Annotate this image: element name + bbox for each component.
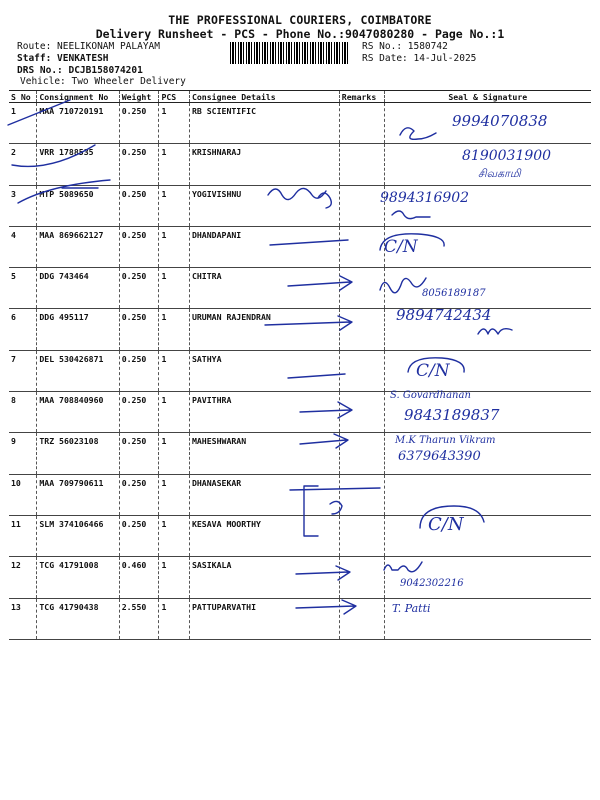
cell-signature bbox=[384, 350, 591, 391]
cell-consignment: MAA 708840960 bbox=[37, 392, 119, 433]
cell-sno: 5 bbox=[9, 268, 37, 309]
cell-signature bbox=[384, 309, 591, 350]
cell-remarks bbox=[339, 350, 384, 391]
cell-pcs: 1 bbox=[159, 392, 189, 433]
rs-number: RS No.: 1580742 bbox=[362, 41, 448, 52]
cell-consignment: TRZ 56023108 bbox=[37, 433, 119, 474]
cell-weight: 0.460 bbox=[119, 557, 159, 598]
cell-signature bbox=[384, 226, 591, 267]
col-header-consignment: Consignment No bbox=[37, 91, 119, 103]
cell-pcs: 1 bbox=[159, 515, 189, 556]
cell-weight: 0.250 bbox=[119, 268, 159, 309]
cell-signature bbox=[384, 392, 591, 433]
cell-signature bbox=[384, 433, 591, 474]
cell-remarks bbox=[339, 598, 384, 639]
ink-phone-row6: 9894742434 bbox=[396, 306, 492, 324]
cell-pcs: 1 bbox=[159, 433, 189, 474]
route-label: Route: NEELIKONAM PALAYAM bbox=[17, 41, 160, 52]
cell-consignment: MTP 5089650 bbox=[37, 185, 119, 226]
table-row bbox=[9, 557, 591, 598]
cell-signature bbox=[384, 474, 591, 515]
cell-consignment: MAA 869662127 bbox=[37, 226, 119, 267]
cell-remarks bbox=[339, 309, 384, 350]
cell-signature bbox=[384, 598, 591, 639]
rs-date: RS Date: 14-Jul-2025 bbox=[362, 53, 477, 64]
cell-signature bbox=[384, 515, 591, 556]
barcode bbox=[230, 42, 350, 64]
cell-consignee: KESAVA MOORTHY bbox=[189, 515, 339, 556]
company-title: THE PROFESSIONAL COURIERS, COIMBATORE bbox=[168, 13, 432, 27]
cell-pcs: 1 bbox=[159, 268, 189, 309]
cell-pcs: 1 bbox=[159, 185, 189, 226]
ink-phone-row9: 6379643390 bbox=[398, 449, 481, 464]
cell-pcs: 1 bbox=[159, 474, 189, 515]
cell-consignee: KRISHNARAJ bbox=[189, 144, 339, 185]
runsheet-table bbox=[9, 90, 591, 640]
col-header-consignee: Consignee Details bbox=[189, 91, 339, 103]
cell-signature bbox=[384, 144, 591, 185]
cell-consignee: PATTUPARVATHI bbox=[189, 598, 339, 639]
col-header-pcs: PCS bbox=[159, 91, 189, 103]
cell-pcs: 1 bbox=[159, 309, 189, 350]
table-row bbox=[9, 268, 591, 309]
ink-name-row9: M.K Tharun Vikram bbox=[395, 435, 496, 446]
cell-sno: 11 bbox=[9, 515, 37, 556]
ink-phone-row1: 9994070838 bbox=[452, 112, 548, 130]
ink-phone-row8: 9843189837 bbox=[404, 406, 500, 424]
col-header-signature: Seal & Signature bbox=[384, 91, 591, 103]
ink-cn-row7: C/N bbox=[416, 361, 450, 381]
col-header-remarks: Remarks bbox=[339, 91, 384, 103]
cell-sno: 8 bbox=[9, 392, 37, 433]
cell-weight: 0.250 bbox=[119, 515, 159, 556]
cell-remarks bbox=[339, 185, 384, 226]
table-row bbox=[9, 515, 591, 556]
cell-remarks bbox=[339, 392, 384, 433]
cell-weight: 0.250 bbox=[119, 226, 159, 267]
cell-remarks bbox=[339, 474, 384, 515]
table-row bbox=[9, 103, 591, 144]
runsheet-subtitle: Delivery Runsheet - PCS - Phone No.:9047080280 - Page No.:1 bbox=[95, 27, 505, 41]
table-row bbox=[9, 350, 591, 391]
cell-consignee: URUMAN RAJENDRAN bbox=[189, 309, 339, 350]
cell-remarks bbox=[339, 103, 384, 144]
cell-sno: 7 bbox=[9, 350, 37, 391]
table-row bbox=[9, 392, 591, 433]
table-row bbox=[9, 474, 591, 515]
cell-signature bbox=[384, 557, 591, 598]
cell-consignment: VRR 1788535 bbox=[37, 144, 119, 185]
cell-sno: 6 bbox=[9, 309, 37, 350]
cell-weight: 2.550 bbox=[119, 598, 159, 639]
cell-consignee: MAHESHWARAN bbox=[189, 433, 339, 474]
cell-consignment: DDG 495117 bbox=[37, 309, 119, 350]
cell-weight: 0.250 bbox=[119, 144, 159, 185]
drs-number: DRS No.: DCJB158074201 bbox=[17, 65, 143, 76]
cell-sno: 13 bbox=[9, 598, 37, 639]
cell-pcs: 1 bbox=[159, 103, 189, 144]
ink-cn-row11: C/N bbox=[428, 514, 464, 535]
table-row bbox=[9, 226, 591, 267]
cell-weight: 0.250 bbox=[119, 103, 159, 144]
cell-remarks bbox=[339, 515, 384, 556]
vehicle-label: Vehicle: Two Wheeler Delivery bbox=[20, 76, 186, 87]
ink-phone-row2: 8190031900 bbox=[462, 148, 552, 164]
cell-sno: 1 bbox=[9, 103, 37, 144]
table-row bbox=[9, 433, 591, 474]
cell-sno: 4 bbox=[9, 226, 37, 267]
ink-phone-row3: 9894316902 bbox=[380, 190, 470, 206]
ink-cn-row4: C/N bbox=[384, 237, 418, 257]
cell-consignment: DEL 530426871 bbox=[37, 350, 119, 391]
ink-name-row2: சிவகாமி bbox=[478, 167, 521, 180]
cell-remarks bbox=[339, 144, 384, 185]
cell-signature bbox=[384, 185, 591, 226]
cell-weight: 0.250 bbox=[119, 433, 159, 474]
table-row bbox=[9, 598, 591, 639]
cell-weight: 0.250 bbox=[119, 350, 159, 391]
cell-sno: 9 bbox=[9, 433, 37, 474]
table-row bbox=[9, 309, 591, 350]
cell-remarks bbox=[339, 226, 384, 267]
cell-consignee: YOGIVISHNU bbox=[189, 185, 339, 226]
col-header-weight: Weight bbox=[119, 91, 159, 103]
cell-sno: 12 bbox=[9, 557, 37, 598]
cell-pcs: 1 bbox=[159, 350, 189, 391]
cell-consignment: MAA 710720191 bbox=[37, 103, 119, 144]
cell-weight: 0.250 bbox=[119, 474, 159, 515]
cell-consignee: DHANDAPANI bbox=[189, 226, 339, 267]
table-row bbox=[9, 144, 591, 185]
cell-signature bbox=[384, 268, 591, 309]
cell-consignee: RB SCIENTIFIC bbox=[189, 103, 339, 144]
cell-pcs: 1 bbox=[159, 226, 189, 267]
cell-remarks bbox=[339, 557, 384, 598]
cell-remarks bbox=[339, 433, 384, 474]
table-row bbox=[9, 185, 591, 226]
cell-consignee: CHITRA bbox=[189, 268, 339, 309]
cell-pcs: 1 bbox=[159, 598, 189, 639]
cell-pcs: 1 bbox=[159, 557, 189, 598]
cell-sno: 10 bbox=[9, 474, 37, 515]
cell-consignment: SLM 374106466 bbox=[37, 515, 119, 556]
cell-consignee: SATHYA bbox=[189, 350, 339, 391]
ink-phone-row12: 9042302216 bbox=[400, 578, 464, 589]
cell-consignment: MAA 709790611 bbox=[37, 474, 119, 515]
col-header-sno: S No bbox=[9, 91, 37, 103]
cell-consignee: SASIKALA bbox=[189, 557, 339, 598]
cell-sno: 3 bbox=[9, 185, 37, 226]
cell-sno: 2 bbox=[9, 144, 37, 185]
ink-name-row13: T. Patti bbox=[392, 602, 431, 615]
cell-remarks bbox=[339, 268, 384, 309]
cell-signature bbox=[384, 103, 591, 144]
cell-consignee: DHANASEKAR bbox=[189, 474, 339, 515]
cell-consignment: DDG 743464 bbox=[37, 268, 119, 309]
table-header-row bbox=[9, 91, 591, 103]
cell-consignee: PAVITHRA bbox=[189, 392, 339, 433]
cell-weight: 0.250 bbox=[119, 309, 159, 350]
cell-weight: 0.250 bbox=[119, 392, 159, 433]
cell-pcs: 1 bbox=[159, 144, 189, 185]
ink-name-row8: S. Govardhanan bbox=[390, 390, 471, 401]
staff-label: Staff: VENKATESH bbox=[17, 53, 109, 64]
cell-consignment: TCG 41790438 bbox=[37, 598, 119, 639]
cell-consignment: TCG 41791008 bbox=[37, 557, 119, 598]
ink-phone-row5: 8056189187 bbox=[422, 288, 486, 299]
cell-weight: 0.250 bbox=[119, 185, 159, 226]
